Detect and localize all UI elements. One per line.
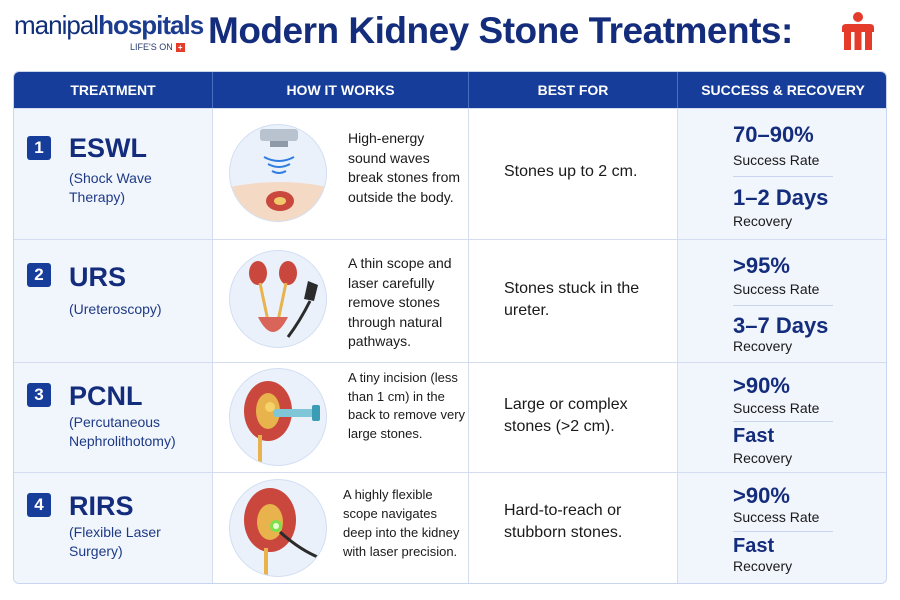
- success-recovery-cell: [678, 363, 887, 472]
- plus-icon: +: [176, 43, 185, 52]
- column-header-treatment: TREATMENT: [14, 72, 213, 108]
- stat-divider: [733, 305, 833, 306]
- treatment-name: ESWL: [69, 133, 147, 163]
- logo-wordmark: manipalhospitals: [14, 10, 204, 40]
- treatment-table: [13, 71, 887, 584]
- treatment-cell: [14, 240, 213, 362]
- flexible-laser-illustration-icon: [229, 479, 327, 577]
- table-row: [14, 472, 887, 584]
- success-rate-label: Success Rate: [733, 281, 820, 297]
- success-recovery-cell: [678, 473, 887, 584]
- shock-wave-illustration-icon: [229, 124, 327, 222]
- table-row: [14, 362, 887, 472]
- brand-mark-icon: [838, 10, 878, 54]
- best-for-text: Stones stuck in the ureter.: [504, 280, 640, 319]
- how-it-works-cell: [213, 473, 469, 584]
- best-for-text: Hard-to-reach or stubborn stones.: [504, 502, 623, 541]
- row-number-badge: 1: [27, 136, 51, 160]
- how-it-works-cell: [213, 363, 469, 472]
- ureteroscope-illustration-icon: [229, 250, 327, 348]
- success-rate-value: >90%: [733, 373, 790, 398]
- column-header-how-it-works: HOW IT WORKS: [213, 72, 469, 108]
- treatment-name: URS: [69, 262, 127, 292]
- treatment-subtitle: (Shock Wave Therapy): [69, 170, 152, 205]
- treatment-subtitle: (Ureteroscopy): [69, 301, 162, 317]
- best-for-text: Stones up to 2 cm.: [504, 163, 638, 180]
- best-for-cell: [469, 240, 678, 362]
- success-rate-label: Success Rate: [733, 509, 820, 525]
- recovery-label: Recovery: [733, 338, 793, 354]
- table-row: [14, 239, 887, 362]
- treatment-cell: [14, 363, 213, 472]
- success-recovery-cell: [678, 109, 887, 239]
- treatment-subtitle: (Percutaneous Nephrolithotomy): [69, 414, 176, 449]
- kidney-incision-illustration-icon: [229, 368, 327, 466]
- success-recovery-cell: [678, 240, 887, 362]
- success-rate-label: Success Rate: [733, 400, 820, 416]
- stat-divider: [733, 176, 833, 177]
- best-for-cell: [469, 363, 678, 472]
- table-header: [14, 72, 887, 108]
- recovery-value: 1–2 Days: [733, 185, 829, 210]
- success-rate-value: 70–90%: [733, 122, 814, 147]
- how-it-works-text: A highly flexible scope navigates deep into the kidney with laser precision.: [343, 487, 460, 559]
- how-it-works-text: A thin scope and laser carefully remove stones through natural pathways.: [348, 255, 452, 349]
- header: [0, 0, 900, 68]
- best-for-text: Large or complex stones (>2 cm).: [504, 396, 628, 435]
- recovery-label: Recovery: [733, 450, 793, 466]
- logo-tagline: LIFE'S ON +: [130, 42, 185, 52]
- recovery-label: Recovery: [733, 558, 793, 574]
- row-number-badge: 2: [27, 263, 51, 287]
- treatment-cell: [14, 473, 213, 584]
- success-rate-value: >90%: [733, 483, 790, 508]
- success-rate-value: >95%: [733, 253, 790, 278]
- treatment-name: PCNL: [69, 381, 143, 411]
- row-number-badge: 4: [27, 493, 51, 517]
- table-row: [14, 108, 887, 239]
- how-it-works-text: A tiny incision (less than 1 cm) in the back to remove very large stones.: [348, 370, 466, 441]
- stat-divider: [733, 421, 833, 422]
- recovery-label: Recovery: [733, 213, 793, 229]
- stat-divider: [733, 531, 833, 532]
- page-title: Modern Kidney Stone Treatments:: [208, 10, 793, 51]
- best-for-cell: [469, 473, 678, 584]
- recovery-value: Fast: [733, 425, 775, 447]
- treatment-subtitle: (Flexible Laser Surgery): [69, 524, 161, 559]
- treatment-cell: [14, 109, 213, 239]
- column-header-success-recovery: SUCCESS & RECOVERY: [701, 82, 865, 98]
- recovery-value: Fast: [733, 535, 775, 557]
- row-number-badge: 3: [27, 383, 51, 407]
- recovery-value: 3–7 Days: [733, 313, 829, 338]
- treatment-name: RIRS: [69, 491, 134, 521]
- how-it-works-cell: [213, 109, 469, 239]
- column-header-best-for: BEST FOR: [469, 72, 678, 108]
- how-it-works-cell: [213, 240, 469, 362]
- manipal-hospitals-logo[interactable]: [14, 10, 204, 52]
- success-rate-label: Success Rate: [733, 152, 820, 168]
- how-it-works-text: High-energy sound waves break stones from outside the body.: [348, 130, 461, 205]
- best-for-cell: [469, 109, 678, 239]
